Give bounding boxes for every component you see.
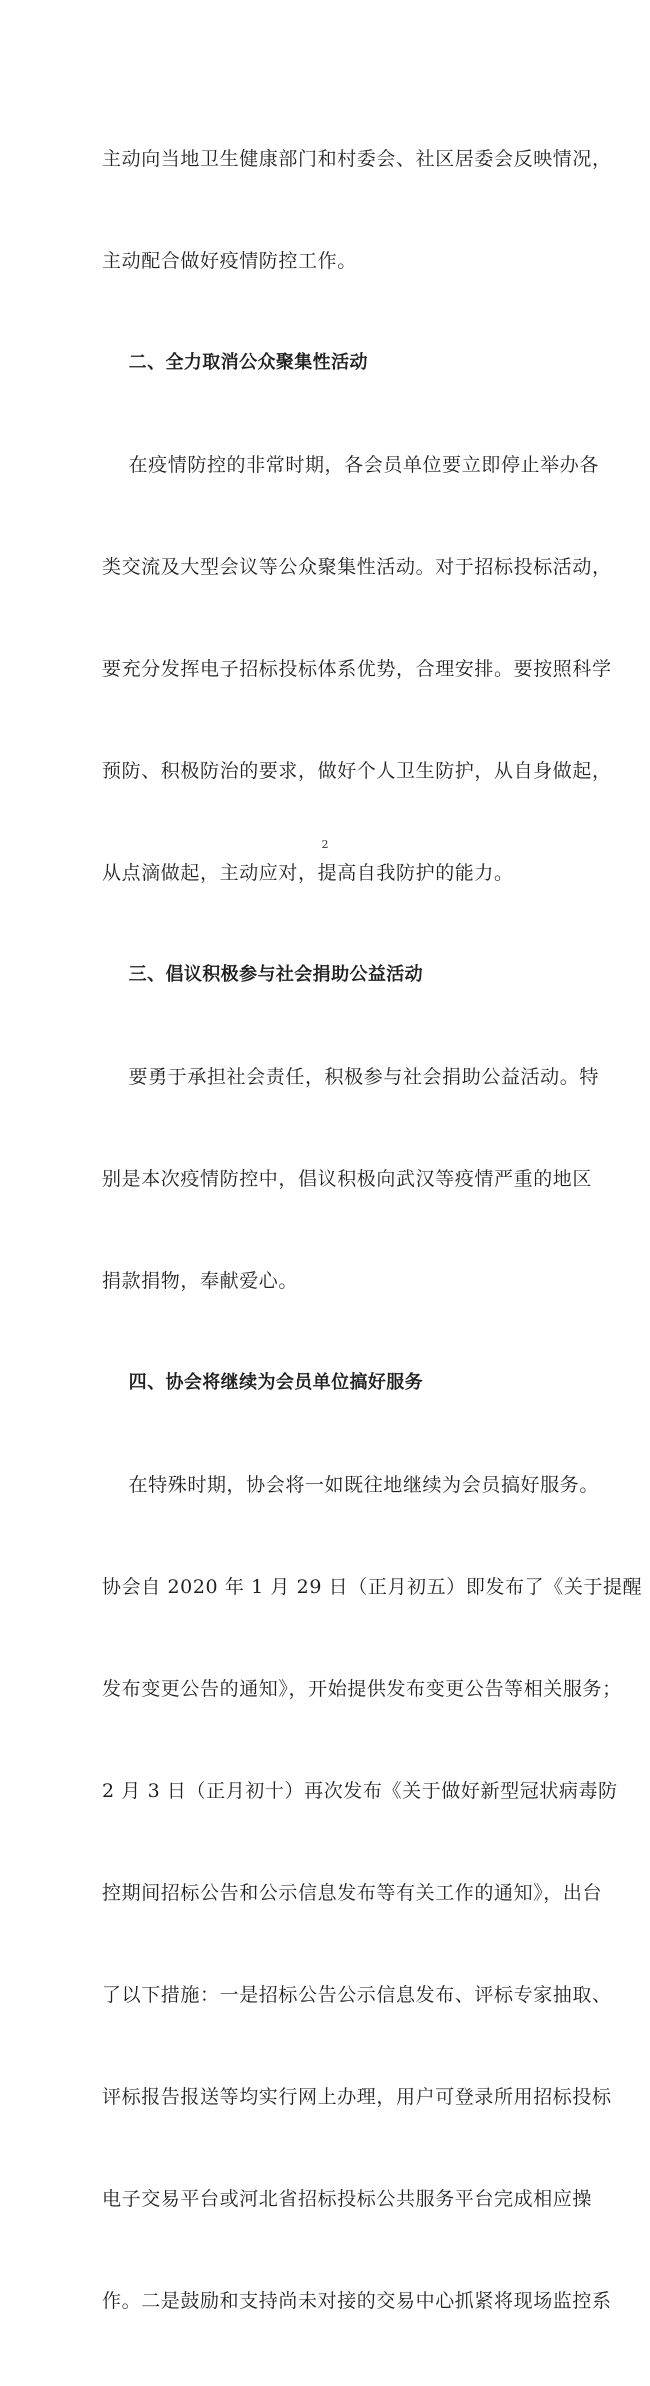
body-line: 捐款捐物，奉献爱心。 (102, 1270, 299, 1292)
body-line: 从点滴做起，主动应对，提高自我防护的能力。 (102, 862, 514, 884)
body-line: 要充分发挥电子招标投标体系优势，合理安排。要按照科学 (102, 658, 612, 680)
body-line: 了以下措施：一是招标公告公示信息发布、评标专家抽取、 (102, 1984, 612, 2006)
body-line: 别是本次疫情防控中，倡议积极向武汉等疫情严重的地区 (102, 1168, 593, 1190)
body-line: 在疫情防控的非常时期，各会员单位要立即停止举办各 (102, 454, 599, 476)
section-heading-4: 四、协会将继续为会员单位搞好服务 (102, 1372, 424, 1393)
body-line: 评标报告报送等均实行网上办理，用户可登录所用招标投标 (102, 2086, 612, 2108)
body-text (102, 74, 643, 2386)
body-line: 协会自 2020 年 1 月 29 日（正月初五）即发布了《关于提醒 (102, 1576, 643, 1598)
section-heading-2: 二、全力取消公众聚集性活动 (102, 352, 368, 373)
body-line: 类交流及大型会议等公众聚集性活动。对于招标投标活动， (102, 556, 612, 578)
body-line: 作。二是鼓励和支持尚未对接的交易中心抓紧将现场监控系 (102, 2290, 612, 2312)
body-line: 在特殊时期，协会将一如既往地继续为会员搞好服务。 (102, 1474, 599, 1496)
body-line: 主动向当地卫生健康部门和村委会、社区居委会反映情况， (102, 148, 612, 170)
body-line: 预防、积极防治的要求，做好个人卫生防护，从自身做起， (102, 760, 612, 782)
body-line: 发布变更公告的通知》，开始提供发布变更公告等相关服务； (102, 1678, 622, 1700)
section-heading-3: 三、倡议积极参与社会捐助公益活动 (102, 964, 424, 985)
body-line: 控期间招标公告和公示信息发布等有关工作的通知》，出台 (102, 1882, 603, 1904)
body-line: 主动配合做好疫情防控工作。 (102, 250, 357, 272)
body-line: 电子交易平台或河北省招标投标公共服务平台完成相应操 (102, 2188, 593, 2210)
page-number: 2 (321, 838, 329, 851)
body-line: 2 月 3 日（正月初十）再次发布《关于做好新型冠状病毒防 (102, 1780, 618, 1802)
body-line: 要勇于承担社会责任，积极参与社会捐助公益活动。特 (102, 1066, 599, 1088)
